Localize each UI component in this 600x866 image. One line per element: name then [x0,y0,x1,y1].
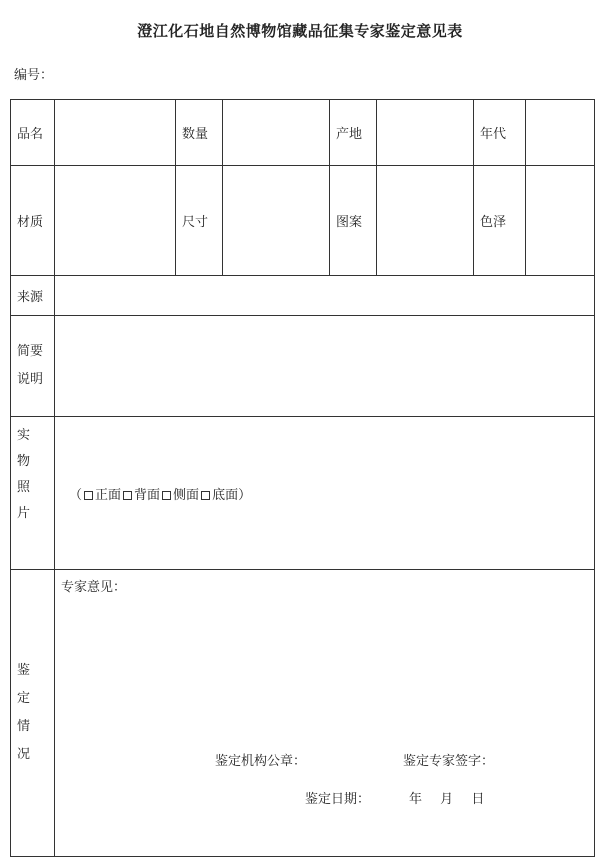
photo-paren-open: （ [69,487,83,503]
row-basic-info [11,100,595,166]
row-physical-info [11,166,595,276]
label-brief [11,316,55,417]
page-title: 澄江化石地自然博物馆藏品征集专家鉴定意见表 [137,22,463,40]
appraisal-content [55,570,594,856]
label-photo [11,417,55,570]
label-quantity: 数量 [176,100,223,166]
label-brief-line2: 说明 [17,372,44,387]
label-photo-c4: 片 [17,506,31,521]
date-year-label: 年 [409,792,423,807]
label-name: 品名 [11,100,55,166]
option-side-label: 侧面 [173,487,200,503]
expert-opinion-label: 专家意见： [61,580,127,595]
label-size: 尺寸 [176,166,223,276]
row-appraisal [11,570,595,857]
checkbox-front[interactable] [82,488,95,503]
field-brief[interactable] [55,316,595,417]
field-color[interactable] [526,166,595,276]
label-photo-c2: 物 [17,454,31,469]
field-size[interactable] [223,166,330,276]
photo-paren-close: ） [238,487,252,503]
label-origin: 产地 [330,100,377,166]
serial-number-label: 编号： [14,68,54,83]
date-fields [409,788,484,807]
field-appraisal[interactable] [55,570,595,857]
label-appraisal-c1: 鉴 [17,663,31,678]
field-source[interactable] [55,276,595,316]
field-era[interactable] [526,100,595,166]
label-appraisal-c2: 定 [17,691,31,706]
label-source: 来源 [11,276,55,316]
label-era: 年代 [474,100,526,166]
label-color: 色泽 [474,166,526,276]
field-name[interactable] [55,100,176,166]
date-month-label: 月 [440,792,454,807]
label-material: 材质 [11,166,55,276]
field-quantity[interactable] [223,100,330,166]
date-day-label: 日 [471,792,485,807]
checkbox-side[interactable] [160,488,173,503]
option-back-label: 背面 [134,487,161,503]
option-front-label: 正面 [95,487,122,503]
label-appraisal-c4: 况 [17,747,31,762]
label-appraisal [11,570,55,857]
option-bottom-label: 底面 [212,487,239,503]
checkbox-bottom[interactable] [199,488,212,503]
field-pattern[interactable] [377,166,474,276]
field-origin[interactable] [377,100,474,166]
appraisal-form-table [10,99,595,857]
row-source [11,276,595,316]
label-photo-c1: 实 [17,428,31,443]
checkbox-back[interactable] [121,488,134,503]
label-brief-line1: 简要 [17,344,44,359]
label-pattern: 图案 [330,166,377,276]
row-brief [11,316,595,417]
institution-seal-label: 鉴定机构公章： [215,754,307,769]
appraisal-date-label: 鉴定日期： [305,792,371,807]
row-photo [11,417,595,570]
label-photo-c3: 照 [17,480,31,495]
field-photo[interactable] [55,417,595,570]
label-appraisal-c3: 情 [17,719,31,734]
expert-signature-label: 鉴定专家签字： [403,754,495,769]
field-material[interactable] [55,166,176,276]
